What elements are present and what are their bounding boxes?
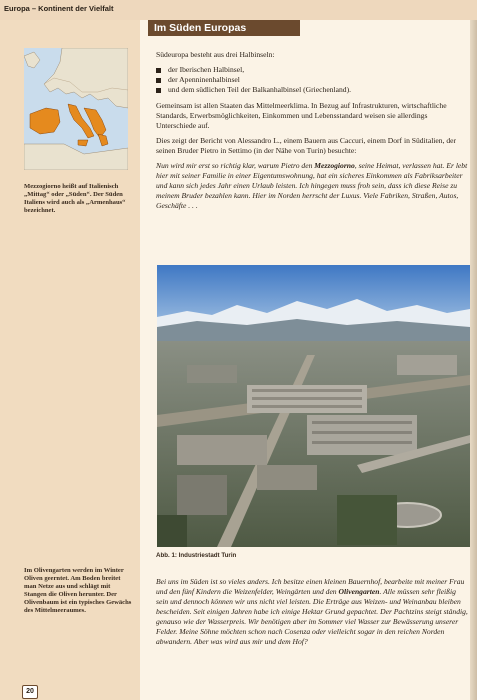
europe-map [24, 48, 128, 170]
term-mezzogiorno: Mezzogiorno [314, 161, 355, 170]
quote-south: Bei uns im Süden ist so vieles anders. Ich besitze einen kleinen Bauernhof, bearbeite mit meiner Frau und den fünf Kindern die Weizenfelder, Weingärten und den Olivengarten. Alle müssen sehr fleißig sein und dennoch können wir uns nicht viel leisten. Die Erträge aus Weizen- und Weinanbau bleiben bescheiden. Seit einigen Jahren habe ich einige Hektar Grund gepachtet. Der Pachtzins steigt ständig, genauso wie der Wasserpreis. Wir benötigen aber im Sommer viel Wasser zur Bewässerung unserer Felder. Meine Söhne möchten schon nach Cosenza oder vielleicht sogar in den reichen Norden abwandern. Aber was wird aus mir und dem Hof? [156, 577, 468, 646]
report-intro-paragraph: Dies zeigt der Bericht von Alessandro L., einem Bauern aus Caccuri, einem Dorf in Süditalien, der seinen Bruder Pietro in Settimo (in der Nähe von Turin) besuchte: [156, 136, 457, 155]
quote-south-container [156, 577, 468, 652]
list-item: und dem südlichen Teil der Balkanhalbinsel (Griechenland). [156, 85, 468, 95]
main-text [156, 50, 468, 216]
climate-paragraph: Gemeinsam ist allen Staaten das Mittelmeerklima. In Bezug auf Infrastrukturen, wirtschaftliche Standards, Erwerbsmöglichkeiten, Einkommen und Lebensstandard weisen sie allerdings Unterschiede auf. [156, 101, 447, 130]
photo-caption: Abb. 1: Industriestadt Turin [156, 552, 237, 559]
page-edge [470, 20, 477, 700]
page-number: 20 [22, 685, 38, 699]
intro-text: Südeuropa besteht aus drei Halbinseln: [156, 50, 275, 59]
page-title: Im Süden Europas [154, 22, 247, 34]
running-header: Europa – Kontinent der Vielfalt [4, 4, 114, 13]
sidebar-caption-mezzogiorno: Mezzogiorno heißt auf Italienisch „Mittag“ oder „Süden“. Der Süden Italiens wird auch als „Armenhaus“ bezeichnet. [24, 183, 126, 214]
sidebar-caption-olives: Im Olivengarten werden im Winter Oliven geerntet. Am Boden breitet man Netze aus und schlägt mit Stangen die Oliven herunter. Der Olivenbaum ist ein typisches Gewächs des Mittelmeeraumes. [24, 567, 132, 614]
term-olivengarten: Olivengarten [338, 587, 380, 596]
quote-north: Nun wird mir erst so richtig klar, warum Pietro den Mezzogiorno, seine Heimat, verlassen hat. Er lebt hier mit seiner Familie in einer Eigentumswohnung, hat ein sicheres Einkommen als Fabriksarbeiter und kann sich jedes Jahr einen Urlaub leisten. Ich hingegen muss froh sein, dass ich diese Reise zu meinem Bruder bezahlen kann. Hier im Norden herrscht der Luxus. Viele Fabriken, Straßen, Autos, Geschäfte . . . [156, 161, 468, 210]
peninsula-list [156, 65, 468, 95]
list-item: der Iberischen Halbinsel, [156, 65, 468, 75]
list-item: der Apenninenhalbinsel [156, 75, 468, 85]
turin-photo [157, 265, 470, 547]
